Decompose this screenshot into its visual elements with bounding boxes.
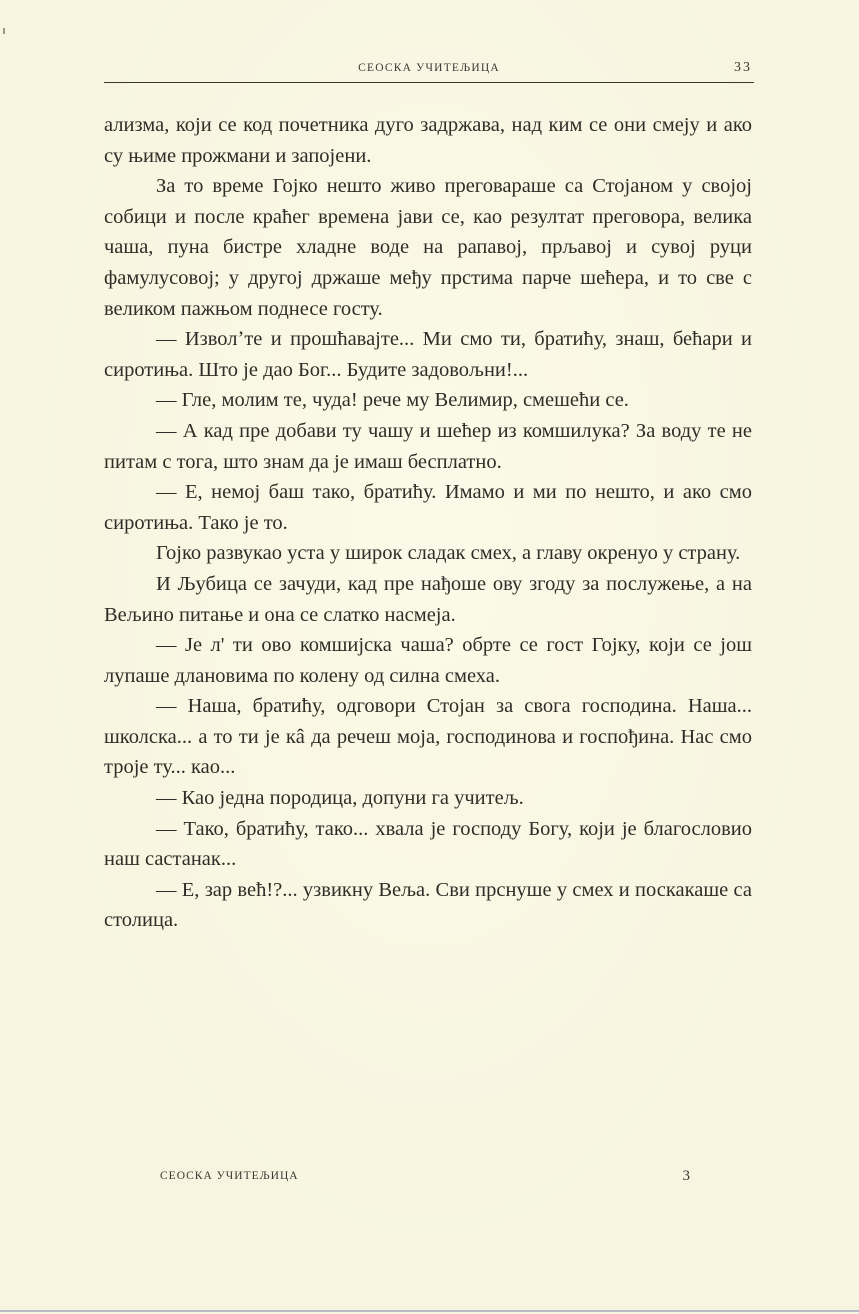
paragraph: — Изволʼте и прошћавајте... Ми смо ти, братићу, знаш, бећари и сиротиња. Што је дао Бог... Будите задовољни!... — [104, 328, 752, 381]
printer-signature — [160, 1170, 690, 1190]
paragraph: И Љубица се зачуди, кад пре нађоше ову згоду за послужење, а на Вељино питање и она се слатко насмеја. — [104, 572, 752, 626]
paragraph: — Тако, братићу, тако... хвала је господу Богу, који је благословио наш састанак... — [104, 817, 752, 871]
running-head — [104, 60, 754, 83]
paragraph: Гојко развукао уста у широк сладак смех, а главу окренуо у страну. — [156, 542, 741, 565]
signature-number: 3 — [682, 1168, 690, 1184]
paragraph: — А кад пре добави ту чашу и шећер из комшилука? За воду те не питам с тога, што знам да је имаш бесплатно. — [104, 419, 752, 473]
signature-title: СЕОСКА УЧИТЕЉИЦА — [160, 1170, 299, 1182]
paragraph: — Наша, братићу, одговори Стојан за свога господина. Наша... школска... а то ти је кâ да речеш моја, господинова и госпођина. Нас смо троје ту... као... — [104, 695, 752, 779]
paragraph: За то време Гојко нешто живо преговараше са Стојаном у својој собици и после краћег времена јави се, као резултат преговора, велика чаша, пуна бистре хладне воде на рапавој, прљавој и сувој руци фамулусовој; у другој држаше међу прстима парче шећера, и то све с великом пажњом поднесе госту. — [104, 175, 752, 320]
page-number: 33 — [734, 60, 752, 75]
paragraph: — Је л' ти ово комшијска чаша? обрте се гост Гојку, који се још лупаше длановима по колену од силна смеха. — [104, 634, 752, 687]
paragraph: — Е, немој баш тако, братићу. Имамо и ми по нешто, и ако смо сиротиња. Тако је то. — [104, 481, 752, 534]
paragraph: — Као једна породица, допуни га учитељ. — [156, 787, 524, 810]
margin-mark — [3, 28, 5, 34]
scan-edge — [0, 1310, 859, 1312]
running-head-title: СЕОСКА УЧИТЕЉИЦА — [358, 62, 500, 74]
paragraph: — Гле, молим те, чуда! рече му Велимир, смешећи се. — [156, 389, 629, 412]
paragraph: ализма, који се код почетника дуго задржава, над ким се они смеју и ако су њиме прожмани и запојени. — [104, 114, 752, 167]
paragraph: — Е, зар већ!?... узвикну Веља. Сви прснуше у смех и поскакаше са столица. — [104, 878, 752, 932]
body-text — [104, 110, 752, 936]
